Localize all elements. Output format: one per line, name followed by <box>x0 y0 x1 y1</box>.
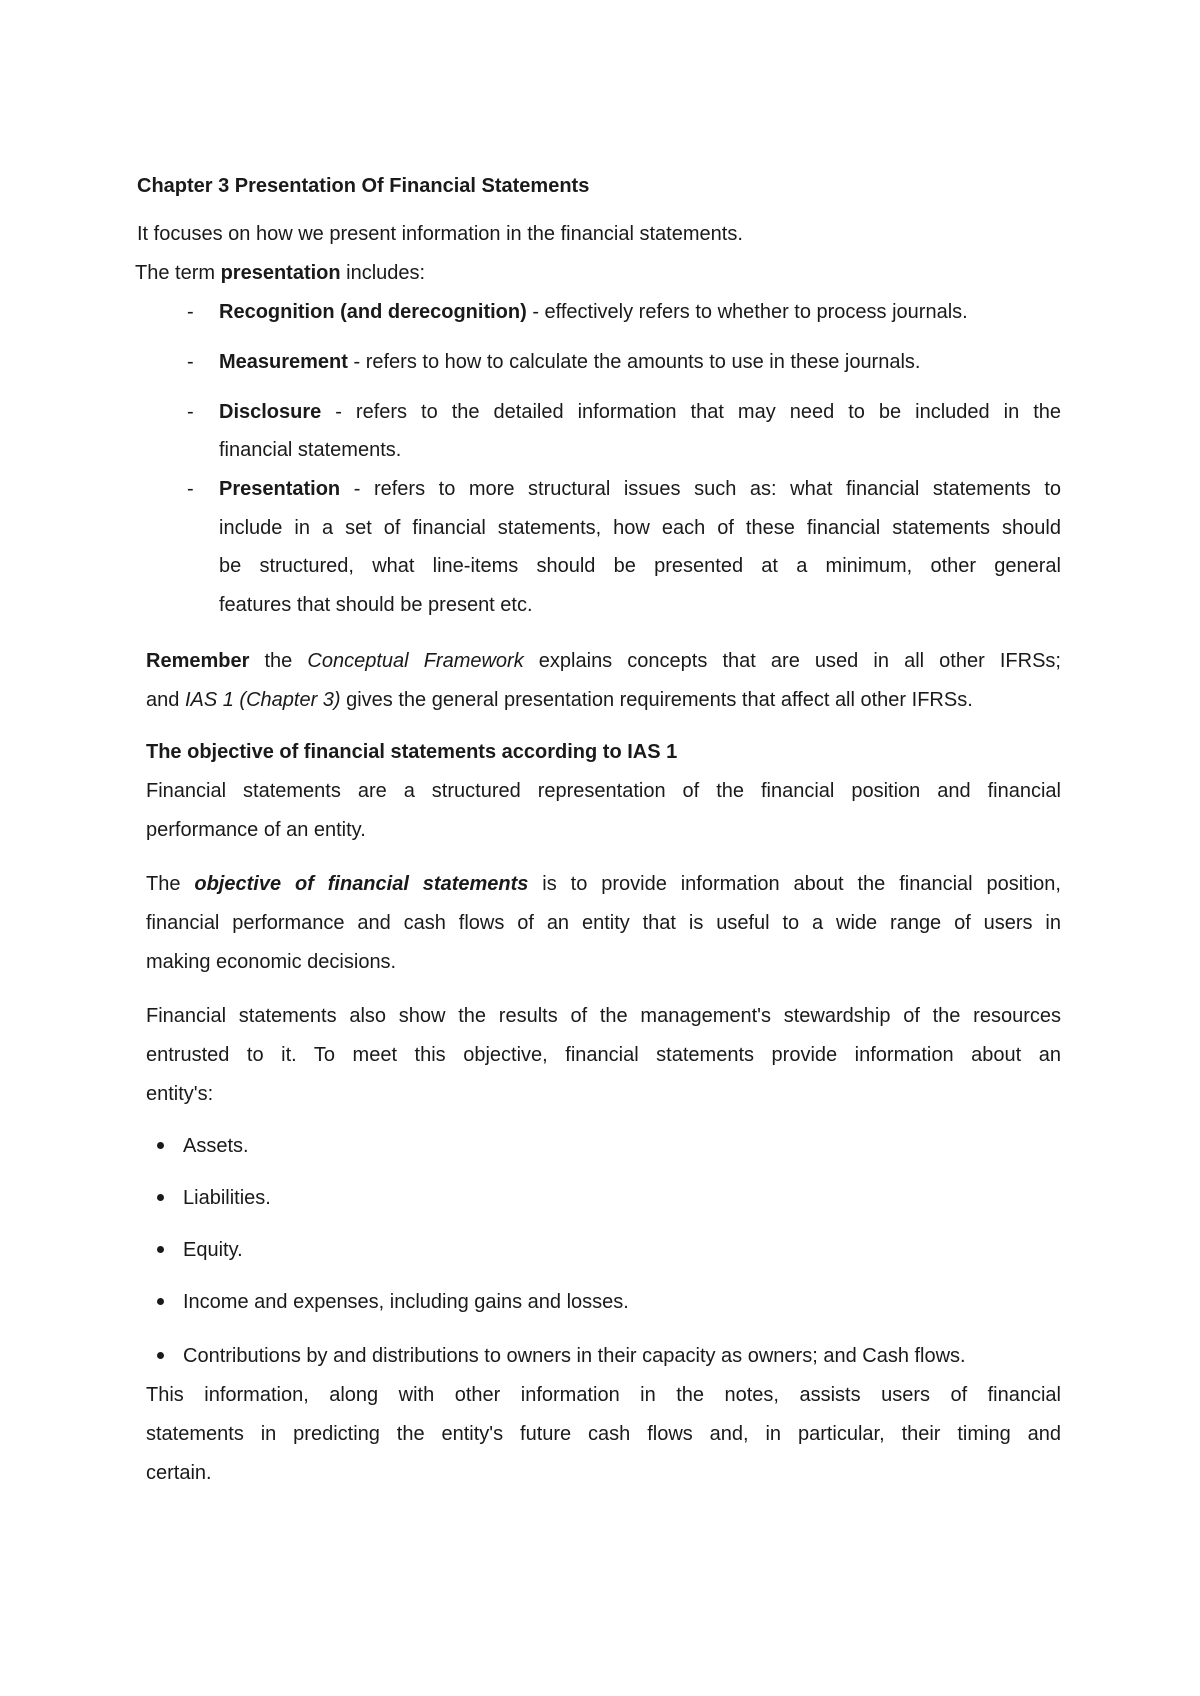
dash-item-disclosure-cont: financial statements. <box>219 439 402 461</box>
bullet-dot <box>157 1194 164 1201</box>
dash-item-disclosure: Disclosure - refers to the detailed information that may need to be included in the <box>219 401 1061 423</box>
para2-line-3: making economic decisions. <box>146 951 397 973</box>
bullet-item: Income and expenses, including gains and losses. <box>183 1291 629 1313</box>
para4-line: certain. <box>146 1462 212 1484</box>
bullet-dot <box>157 1298 164 1305</box>
para3-line: entity's: <box>146 1083 214 1105</box>
dash-item-presentation: Presentation - refers to more structural issues such as: what financial statements to <box>219 478 1061 500</box>
bullet-item: Liabilities. <box>183 1187 271 1209</box>
para2-line-2: financial performance and cash flows of an entity that is useful to a wide range of users in <box>146 912 1061 934</box>
bullet-dot <box>157 1352 164 1359</box>
bullet-item: Contributions by and distributions to owners in their capacity as owners; and Cash flows. <box>183 1345 966 1367</box>
para3-line: Financial statements also show the results of the management's stewardship of the resources <box>146 1005 1061 1027</box>
bullet-item: Equity. <box>183 1239 243 1261</box>
bullet-dot <box>157 1142 164 1149</box>
intro-text: It focuses on how we present information in the financial statements. <box>137 223 743 245</box>
para4-line: This information, along with other information in the notes, assists users of financial <box>146 1384 1061 1406</box>
dash-item-measurement: Measurement - refers to how to calculate the amounts to use in these journals. <box>219 351 921 373</box>
remember-line-2: and IAS 1 (Chapter 3) gives the general presentation requirements that affect all other IFRSs. <box>146 689 973 711</box>
page-title: Chapter 3 Presentation Of Financial Statements <box>137 175 590 197</box>
para2-line-1: The objective of financial statements is to provide information about the financial position, <box>146 873 1061 895</box>
bullet-item: Assets. <box>183 1135 249 1157</box>
remember-line-1: Remember the Conceptual Framework explains concepts that are used in all other IFRSs; <box>146 650 1061 672</box>
para3-line: entrusted to it. To meet this objective, financial statements provide information about an <box>146 1044 1061 1066</box>
dash-marker: - <box>187 401 194 423</box>
dash-item-presentation-cont: features that should be present etc. <box>219 594 533 616</box>
dash-item-presentation-cont: include in a set of financial statements, how each of these financial statements should <box>219 517 1061 539</box>
para1-line: Financial statements are a structured representation of the financial position and financial <box>146 780 1061 802</box>
para4-line: statements in predicting the entity's future cash flows and, in particular, their timing and <box>146 1423 1061 1445</box>
dash-item-presentation-cont: be structured, what line-items should be presented at a minimum, other general <box>219 555 1061 577</box>
dash-item-recognition: Recognition (and derecognition) - effectively refers to whether to process journals. <box>219 301 968 323</box>
section-heading: The objective of financial statements according to IAS 1 <box>146 741 678 763</box>
dash-marker: - <box>187 478 194 500</box>
term-line: The term presentation includes: <box>135 262 426 284</box>
para1-line: performance of an entity. <box>146 819 366 841</box>
bullet-dot <box>157 1246 164 1253</box>
dash-marker: - <box>187 301 194 323</box>
dash-marker: - <box>187 351 194 373</box>
